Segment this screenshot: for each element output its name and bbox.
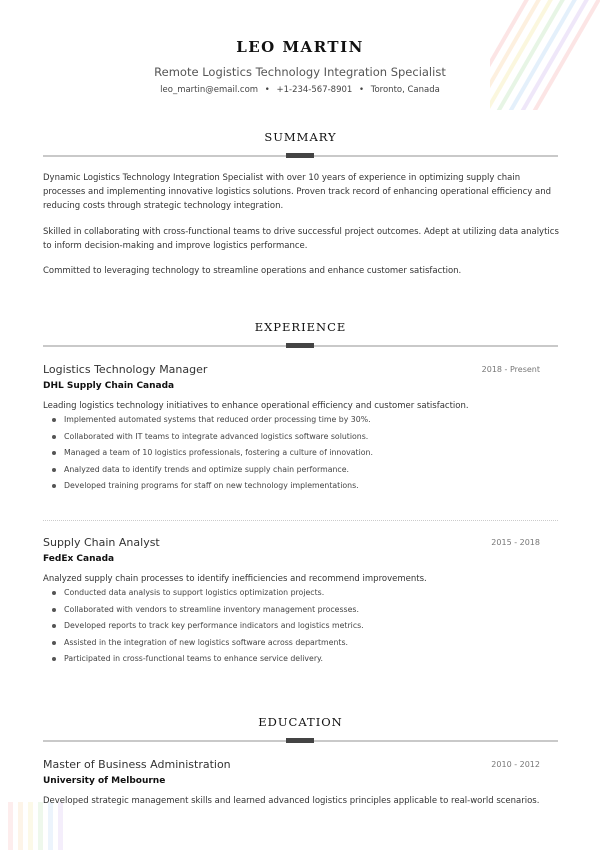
- job-title: Logistics Technology Manager: [43, 363, 208, 376]
- phone-text[interactable]: +1-234-567-8901: [276, 85, 353, 95]
- separator-dot: •: [359, 85, 365, 95]
- summary-paragraph: Skilled in collaborating with cross-functional teams to drive successful project outcomes. Adept at utilizing data analytics to inform decision-making and improve logistics performance.: [43, 227, 559, 251]
- education-dates: 2010 - 2012: [491, 760, 540, 769]
- education-heading: EDUCATION: [258, 715, 343, 729]
- list-item: Collaborated with IT teams to integrate advanced logistics software solutions.: [52, 431, 373, 448]
- summary-heading: SUMMARY: [264, 130, 337, 144]
- list-item: Developed reports to track key performance indicators and logistics metrics.: [52, 620, 364, 637]
- degree-title: Master of Business Administration: [43, 758, 231, 771]
- job-title: Supply Chain Analyst: [43, 536, 160, 549]
- section-rule-accent: [286, 738, 314, 743]
- list-item: Managed a team of 10 logistics professionals, fostering a culture of innovation.: [52, 447, 373, 464]
- company-name: FedEx Canada: [43, 554, 115, 564]
- section-rule-accent: [286, 343, 314, 348]
- summary-paragraph: Dynamic Logistics Technology Integration Specialist with over 10 years of experience in optimizing supply chain processes and implementing innovative logistics solutions. Proven track record of enhancing operational efficiency and reducing costs through strategic technology integration.: [43, 173, 552, 211]
- list-item: Analyzed data to identify trends and optimize supply chain performance.: [52, 464, 373, 481]
- job-summary: Analyzed supply chain processes to identify inefficiencies and recommend improvements.: [43, 574, 427, 584]
- job-bullet-list: [52, 587, 364, 670]
- school-name: University of Melbourne: [43, 776, 166, 786]
- list-item: Participated in cross-functional teams to enhance service delivery.: [52, 653, 364, 670]
- list-item: Implemented automated systems that reduced order processing time by 30%.: [52, 414, 373, 431]
- list-item: Developed training programs for staff on new technology implementations.: [52, 480, 373, 497]
- email-text[interactable]: leo_martin@email.com: [160, 85, 259, 95]
- summary-paragraph: Committed to leveraging technology to streamline operations and enhance customer satisfaction.: [43, 266, 462, 276]
- location-text: Toronto, Canada: [370, 85, 440, 95]
- job-summary: Leading logistics technology initiatives to enhance operational efficiency and customer satisfaction.: [43, 401, 469, 411]
- company-name: DHL Supply Chain Canada: [43, 381, 175, 391]
- job-divider: [43, 520, 558, 521]
- candidate-name: LEO MARTIN: [236, 38, 364, 56]
- experience-heading: EXPERIENCE: [254, 320, 347, 334]
- section-rule-accent: [286, 153, 314, 158]
- job-dates: 2015 - 2018: [491, 538, 540, 547]
- list-item: Conducted data analysis to support logistics optimization projects.: [52, 587, 364, 604]
- candidate-title: Remote Logistics Technology Integration Specialist: [154, 65, 446, 79]
- education-description: Developed strategic management skills and learned advanced logistics principles applicable to real-world scenarios.: [43, 796, 540, 806]
- job-dates: 2018 - Present: [481, 365, 540, 374]
- list-item: Collaborated with vendors to streamline inventory management processes.: [52, 604, 364, 621]
- contact-line: [0, 85, 600, 95]
- job-bullet-list: [52, 414, 373, 497]
- separator-dot: •: [264, 85, 270, 95]
- list-item: Assisted in the integration of new logistics software across departments.: [52, 637, 364, 654]
